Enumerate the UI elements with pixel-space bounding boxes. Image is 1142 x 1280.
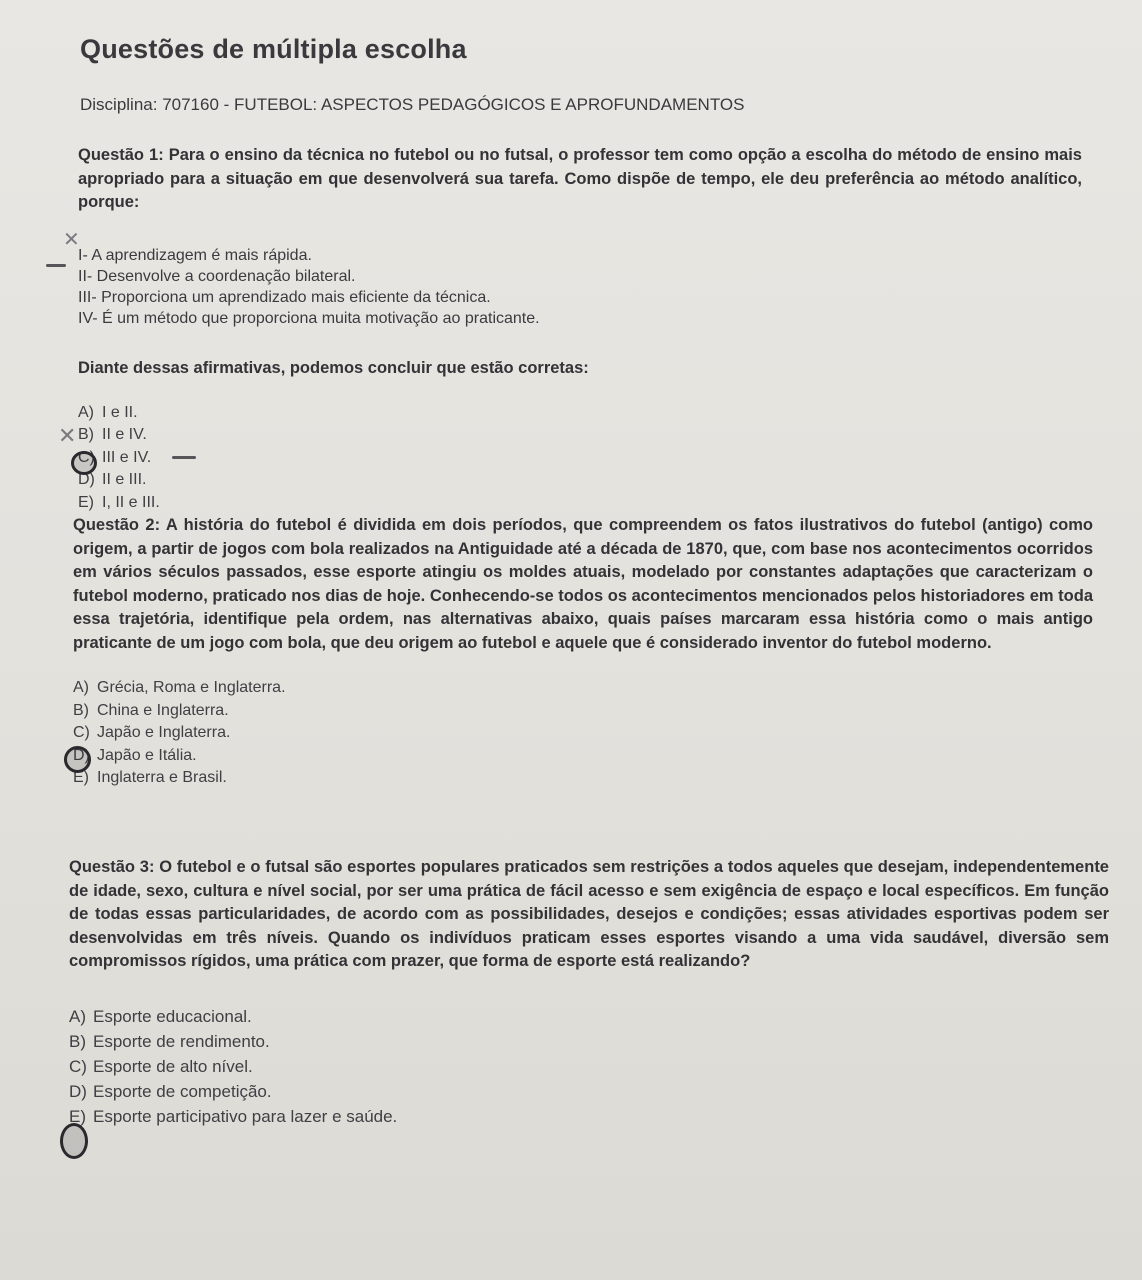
question-3-options (69, 1004, 1109, 1129)
selected-answer-circle-icon (64, 746, 91, 773)
selected-answer-circle-icon (71, 451, 97, 475)
dash-mark-icon (172, 456, 196, 459)
q2-option-d[interactable]: D) Japão e Itália. (73, 746, 197, 764)
q3-option-e[interactable]: E) Esporte participativo para lazer e saúde. (69, 1106, 398, 1126)
question-3-label: Questão 3: (69, 858, 155, 876)
question-1-options (78, 402, 1082, 515)
question-1 (78, 144, 1082, 514)
q3-option-a[interactable]: A) Esporte educacional. (69, 1006, 252, 1026)
statement-1: I- A aprendizagem é mais rápida. (78, 246, 312, 264)
question-1-label: Questão 1: (78, 146, 164, 164)
q2-option-a[interactable]: A) Grécia, Roma e Inglaterra. (73, 679, 286, 696)
question-3-text (69, 856, 1109, 974)
discipline-line: Disciplina: 707160 - FUTEBOL: ASPECTOS PEDAGÓGICOS E APROFUNDAMENTOS (80, 95, 745, 114)
question-3-body: O futebol e o futsal são esportes populares praticados sem restrições a todos aqueles que desejam, independentemente de idade, sexo, cultura e nível social, por ser uma prática de fácil acesso e sem exigência de espaço e local específicos. Em função de todas essas particularidades, de acordo com as possibilidades, desejos e condições; essas atividades esportivas podem ser desenvolvidas em três níveis. Quando os indivíduos praticam esses esportes visando a uma vida saudável, diversão sem compromissos rígidos, uma prática com prazer, que forma de esporte está realizando? (69, 858, 1109, 970)
cross-mark-icon: ✕ (63, 229, 80, 251)
question-1-text (78, 144, 1082, 215)
question-1-prompt: Diante dessas afirmativas, podemos concluir que estão corretas: (78, 358, 589, 377)
q1-option-c[interactable]: C) III e IV. (78, 448, 152, 466)
dash-mark-icon (46, 264, 66, 267)
q1-option-b[interactable]: B) II e IV. (78, 426, 147, 443)
page-title: Questões de múltipla escolha (80, 34, 467, 64)
question-1-statements (78, 245, 1082, 329)
cross-mark-icon: ✕ (58, 423, 77, 448)
selected-answer-circle-icon (60, 1123, 88, 1159)
q2-option-b[interactable]: B) China e Inglaterra. (73, 701, 229, 719)
question-2-body: A história do futebol é dividida em dois períodos, que compreendem os fatos ilustrativos do futebol (antigo) como origem, a partir de jogos com bola realizados na Antiguidade até a década de 1870, que, com base nos acontecimentos ocorridos em vários séculos passados, esse esporte atingiu os moldes atuais, modelado por constantes adaptações que caracterizam o futebol moderno, praticado nos dias de hoje. Conhecendo-se todos os acontecimentos mencionados pelos historiadores em toda essa trajetória, identifique pela ordem, nas alternativas abaixo, quais países marcaram essa história como o mais antigo praticante de um jogo com bola, que deu origem ao futebol e aquele que é considerado inventor do futebol moderno. (73, 516, 1093, 652)
q1-option-e[interactable]: E) I, II e III. (78, 493, 160, 511)
question-1-body: Para o ensino da técnica no futebol ou no futsal, o professor tem como opção a escolha do método de ensino mais apropriado para a situação em que desenvolverá sua tarefa. Como dispõe de tempo, ele deu preferência ao método analítico, porque: (78, 146, 1082, 211)
question-2-options (73, 677, 1093, 790)
q3-option-b[interactable]: B) Esporte de rendimento. (69, 1031, 270, 1051)
q3-option-c[interactable]: C) Esporte de alto nível. (69, 1056, 253, 1076)
q1-option-d[interactable]: D) II e III. (78, 471, 147, 488)
q2-option-e[interactable]: E) Inglaterra e Brasil. (73, 769, 227, 786)
question-2 (73, 514, 1093, 790)
q1-option-a[interactable]: A) I e II. (78, 403, 138, 421)
statement-2: II- Desenvolve a coordenação bilateral. (78, 267, 356, 285)
statement-3: III- Proporciona um aprendizado mais eficiente da técnica. (78, 288, 491, 306)
question-2-text (73, 514, 1093, 655)
question-2-label: Questão 2: (73, 516, 161, 534)
statement-4: IV- É um método que proporciona muita motivação ao praticante. (78, 309, 540, 327)
q3-option-d[interactable]: D) Esporte de competição. (69, 1081, 272, 1101)
question-3 (69, 856, 1109, 1129)
q2-option-c[interactable]: C) Japão e Inglaterra. (73, 724, 231, 741)
